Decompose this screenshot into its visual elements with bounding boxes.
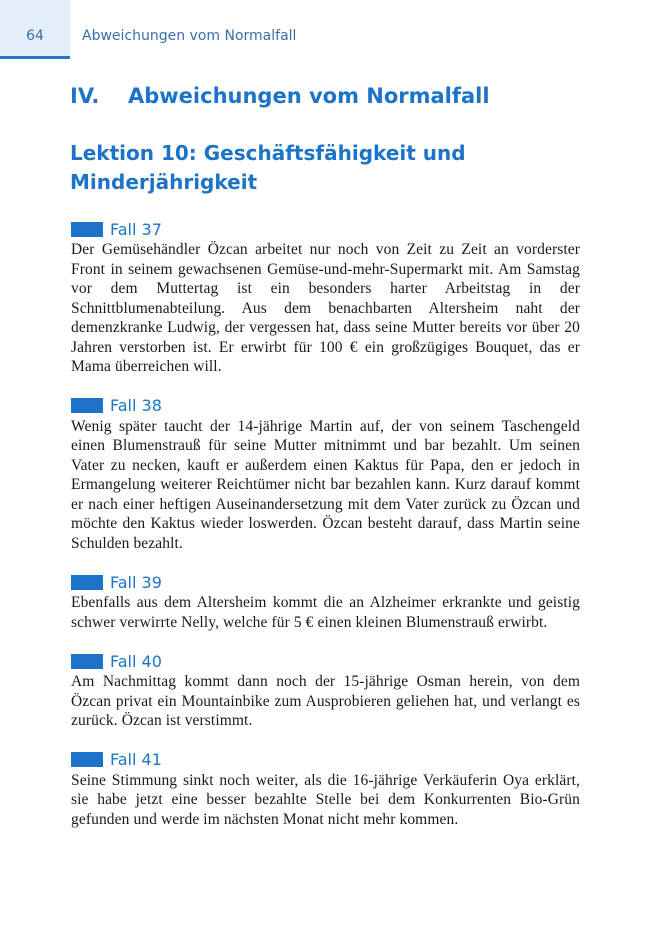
case-text: Ebenfalls aus dem Altersheim kommt die an Alzheimer erkrankte und geistig schwer verwirrte Nelly, welche für 5 € einen kleinen Blumenstrauß erwirbt.: [71, 594, 580, 631]
case-text: Wenig später taucht der 14-jährige Martin auf, der von seinem Taschengeld einen Blumenstrauß für seine Mutter mitnimmt und bar bezahlt. Um seinen Vater zu necken, kauft er außerdem einen Kaktus für Papa, den er jedoch in Ermangelung weiterer Reichtümer nicht bar bezahlen kann. Kurz darauf kommt er nach einer heftigen Auseinandersetzung mit dem Vater zurück zu Özcan und möchte den Kaktus wieder loswerden. Özcan besteht darauf, dass Martin seine Schulden bezahlt.: [71, 417, 580, 552]
case-text: Seine Stimmung sinkt noch weiter, als die 16-jährige Verkäuferin Oya erklärt, sie habe jetzt eine besser bezahlte Stelle bei dem Konkurrenten Bio-Grün gefunden und werde im nächsten Monat nicht mehr kommen.: [71, 771, 580, 828]
case-title: Fall 40: [110, 651, 162, 671]
case-heading: [71, 218, 580, 240]
case-title: Fall 41: [110, 750, 162, 769]
chapter-number: IV.: [70, 84, 100, 108]
case-marker-bar: [71, 575, 103, 590]
lesson-heading: [70, 139, 590, 197]
case-marker-bar: [71, 398, 103, 413]
lesson-title-line-2: Minderjährigkeit: [70, 170, 258, 194]
case-38: [71, 395, 580, 554]
case-heading: [71, 571, 580, 593]
case-marker-bar: [71, 654, 103, 669]
case-marker-bar: [71, 222, 103, 237]
running-title: Abweichungen vom Normalfall: [82, 28, 297, 44]
case-list: [71, 218, 580, 847]
page-number: 64: [26, 28, 44, 44]
case-heading: [71, 749, 580, 771]
case-heading: [71, 650, 580, 672]
case-37: [71, 218, 580, 377]
case-marker-bar: [71, 752, 103, 767]
chapter-title: Abweichungen vom Normalfall: [128, 84, 490, 108]
case-text: Der Gemüsehändler Özcan arbeitet nur noch von Zeit zu Zeit an vorderster Front in seinem gewachsenen Gemüse-und-mehr-Supermarkt mit. Am Samstag vor dem Muttertag ist ein besonders harter Arbeitstag in der Schnittblumenabteilung. Aus dem benachbarten Altersheim naht der demenzkranke Ludwig, der vergessen hat, dass seine Mutter bereits vor über 20 Jahren verstorben ist. Er erwirbt für 100 € ein großzügiges Bouquet, das er Mama überreichen will.: [71, 241, 580, 375]
case-heading: [71, 395, 580, 417]
case-41: [71, 749, 580, 830]
case-title: Fall 39: [110, 572, 162, 592]
page-header: [0, 0, 650, 58]
lesson-title-line-1: Lektion 10: Geschäftsfähigkeit und: [70, 141, 466, 165]
case-title: Fall 37: [110, 219, 162, 239]
case-39: [71, 571, 580, 632]
case-text: Am Nachmittag kommt dann noch der 15-jährige Osman herein, von dem Özcan privat ein Mountainbike zum Ausprobieren geliehen hat, und verlangt es zurück. Özcan ist verstimmt.: [71, 673, 580, 729]
chapter-heading: [70, 84, 490, 108]
case-40: [71, 650, 580, 731]
case-title: Fall 38: [110, 396, 162, 415]
